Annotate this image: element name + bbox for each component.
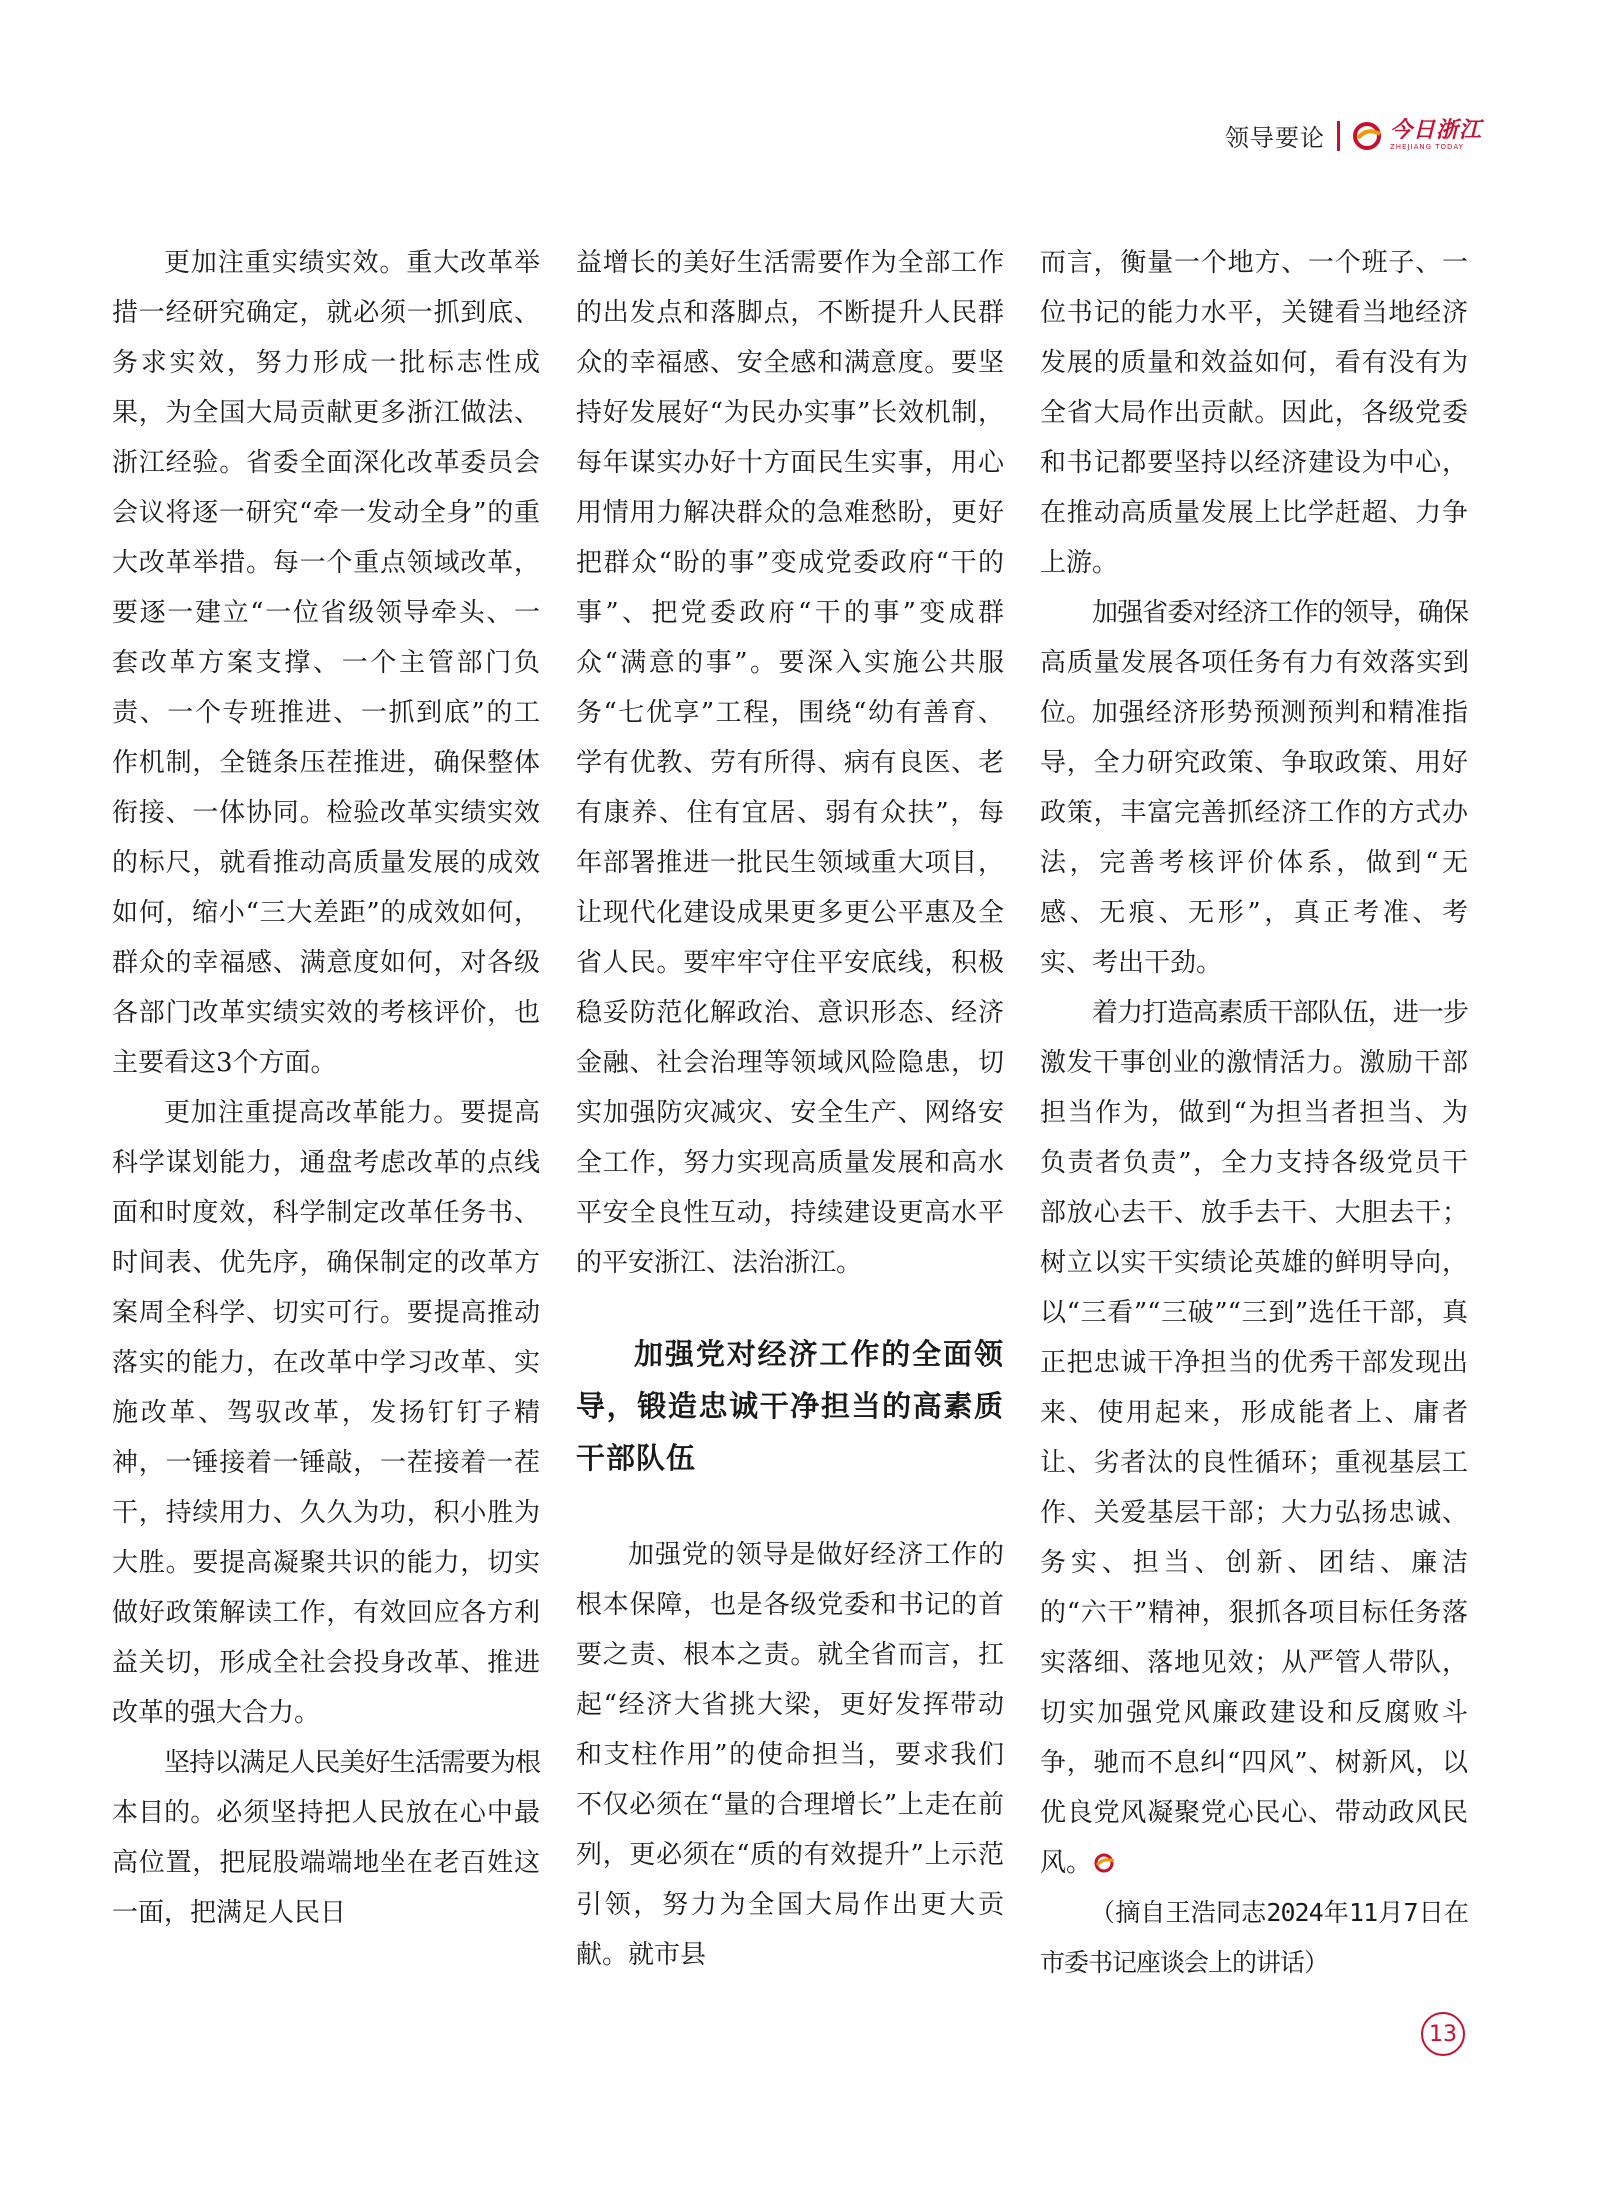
lead-sentence: 着力打造高素质干部队伍，进一步激发干事创业的激情活力。 bbox=[1040, 998, 1468, 1078]
lead-sentence: 坚持以满足人民美好生活需要为根本目的。 bbox=[112, 1748, 540, 1828]
paragraph: 更加注重实绩实效。重大改革举措一经研究确定，就必须一抓到底、务求实效，努力形成一批标志性成果，为全国大局贡献更多浙江做法、浙江经验。省委全面深化改革委员会会议将逐一研究“牵一发动全身”的重大改革举措。每一个重点领域改革，要逐一建立“一位省级领导牵头、一套改革方案支撑、一个主管部门负责、一个专班推进、一抓到底”的工作机制，全链条压茬推进，确保整体衔接、一体协同。检验改革实绩实效的标尺，就看推动高质量发展的成效如何，缩小“三大差距”的成效如何，群众的幸福感、满意度如何，对各级各部门改革实绩实效的考核评价，也主要看这3个方面。 bbox=[112, 248, 540, 1078]
paragraph-body: 加强经济形势预测预判和精准指导，全力研究政策、争取政策、用好政策，丰富完善抓经济工作的方式办法，完善考核评价体系，做到“无感、无痕、无形”，真正考准、考实、考出干劲。 bbox=[1040, 698, 1468, 978]
text-column-2 bbox=[576, 238, 1004, 1980]
text-column-1 bbox=[112, 238, 540, 1938]
paragraph: 益增长的美好生活需要作为全部工作的出发点和落脚点，不断提升人民群众的幸福感、安全感和满意度。要坚持好发展好“为民办实事”长效机制，每年谋实办好十方面民生实事，用心用情用力解决群众的急难愁盼，更好把群众“盼的事”变成党委政府“干的事”、把党委政府“干的事”变成群众“满意的事”。要深入实施公共服务“七优享”工程，围绕“幼有善育、学有优教、劳有所得、病有良医、老有康养、住有宜居、弱有众扶”，每年部署推进一批民生领域重大项目，让现代化建设成果更多更公平惠及全省人民。要牢牢守住平安底线，积极稳妥防范化解政治、意识形态、经济金融、社会治理等领域风险隐患，切实加强防灾减灾、安全生产、网络安全工作，努力实现高质量发展和高水平安全良性互动，持续建设更高水平的平安浙江、法治浙江。 bbox=[576, 248, 1004, 1278]
paragraph-body: 激励干部担当作为，做到“为担当者担当、为负责者负责”，全力支持各级党员干部放心去干、放手去干、大胆去干；树立以实干实绩论英雄的鲜明导向，以“三看”“三破”“三到”选任干部，真正把忠诚干净担当的优秀干部发现出来、使用起来，形成能者上、庸者让、劣者汰的良性循环；重视基层工作、关爱基层干部；大力弘扬忠诚、务实、担当、创新、团结、廉洁的“六干”精神，狠抓各项目标任务落实落细、落地见效；从严管人带队，切实加强党风廉政建设和反腐败斗争，驰而不息纠“四风”、树新风，以优良党风凝聚党心民心、带动政风民风。 bbox=[1040, 1048, 1468, 1878]
source-note: （摘自王浩同志2024年11月7日在市委书记座谈会上的讲话） bbox=[1040, 1898, 1468, 1977]
logo-english-text: ZHEJIANG TODAY bbox=[1389, 143, 1464, 151]
paragraph bbox=[1040, 988, 1468, 1888]
page-number: 13 bbox=[1421, 2012, 1465, 2056]
paragraph bbox=[1040, 588, 1468, 988]
lead-sentence: 加强省委对经济工作的领导，确保高质量发展各项任务有力有效落实到位。 bbox=[1040, 598, 1468, 728]
logo-swirl-icon bbox=[1352, 121, 1386, 151]
section-label: 领导要论 bbox=[1224, 124, 1325, 152]
text-column-3 bbox=[1040, 238, 1468, 1988]
paragraph: 而言，衡量一个地方、一个班子、一位书记的能力水平，关键看当地经济发展的质量和效益如何，看有没有为全省大局作出贡献。因此，各级党委和书记都要坚持以经济建设为中心，在推动高质量发展上比学赶超、力争上游。 bbox=[1040, 248, 1468, 578]
paragraph bbox=[112, 1738, 540, 1938]
section-heading: 加强党对经济工作的全面领导，锻造忠诚干净担当的高素质干部队伍 bbox=[576, 1337, 1004, 1475]
paragraph: 更加注重提高改革能力。要提高科学谋划能力，通盘考虑改革的点线面和时度效，科学制定改革任务书、时间表、优先序，确保制定的改革方案周全科学、切实可行。要提高推动落实的能力，在改革中学习改革、实施改革、驾驭改革，发扬钉钉子精神，一锤接着一锤敲，一茬接着一茬干，持续用力、久久为功，积小胜为大胜。要提高凝聚共识的能力，切实做好政策解读工作，有效回应各方利益关切，形成全社会投身改革、推进改革的强大合力。 bbox=[112, 1098, 540, 1728]
paragraph: 加强党的领导是做好经济工作的根本保障，也是各级党委和书记的首要之责、根本之责。就全省而言，扛起“经济大省挑大梁，更好发挥带动和支柱作用”的使命担当，要求我们不仅必须在“量的合理增长”上走在前列，更必须在“质的有效提升”上示范引领，努力为全国大局作出更大贡献。就市县 bbox=[576, 1540, 1004, 1970]
paragraph-body: 必须坚持把人民放在心中最高位置，把屁股端端地坐在老百姓这一面，把满足人民日 bbox=[112, 1798, 540, 1928]
end-mark-icon bbox=[1092, 1852, 1118, 1874]
page-header bbox=[1225, 118, 1482, 153]
zhejiang-today-logo bbox=[1352, 120, 1482, 151]
logo-chinese-text: 今日浙江 bbox=[1389, 118, 1482, 143]
header-divider bbox=[1337, 121, 1340, 151]
